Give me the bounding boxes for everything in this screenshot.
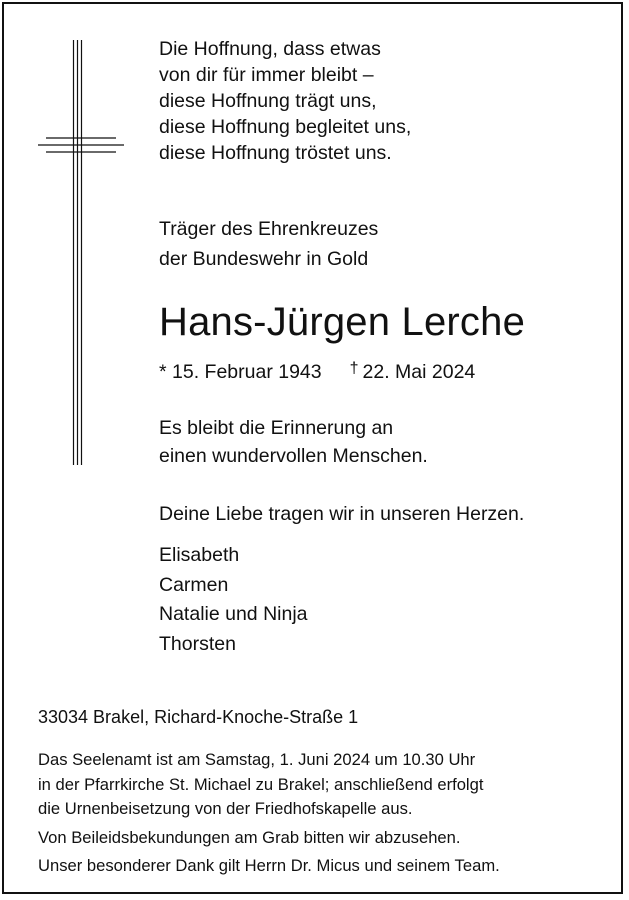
service-line: die Urnenbeisetzung von der Friedhofskapelle aus. (38, 799, 413, 818)
family-member: Thorsten (159, 632, 236, 655)
family-list (159, 541, 308, 659)
thanks-note: Unser besonderer Dank gilt Herrn Dr. Micus und seinem Team. (38, 856, 500, 875)
condolences-note: Von Beileidsbekundungen am Grab bitten wir abzusehen. (38, 827, 461, 847)
death-date: 22. Mai 2024 (362, 361, 476, 383)
verse-line: von dir für immer bleibt – (159, 64, 374, 86)
verse-line: diese Hoffnung trägt uns, (159, 90, 377, 112)
verse-line: Die Hoffnung, dass etwas (159, 38, 381, 60)
memory-line: Es bleibt die Erinnerung an (159, 417, 394, 439)
family-member: Elisabeth (159, 544, 240, 566)
honor-text (159, 214, 378, 274)
birth-date: * 15. Februar 1943 (159, 361, 322, 383)
honor-line: der Bundeswehr in Gold (159, 248, 369, 270)
memory-line: einen wundervollen Menschen. (159, 445, 428, 467)
cross-icon (38, 40, 128, 465)
verse (159, 36, 411, 166)
deceased-name: Hans-Jürgen Lerche (159, 300, 526, 344)
memory-text (159, 414, 428, 470)
service-notes (38, 748, 500, 879)
honor-line: Träger des Ehrenkreuzes (159, 218, 379, 240)
dagger-icon: † (349, 360, 359, 377)
love-line: Deine Liebe tragen wir in unseren Herzen. (159, 503, 525, 525)
verse-line: diese Hoffnung tröstet uns. (159, 142, 392, 164)
service-line: Das Seelenamt ist am Samstag, 1. Juni 2024 um 10.30 Uhr (38, 750, 476, 769)
life-dates (159, 358, 475, 388)
address: 33034 Brakel, Richard-Knoche-Straße 1 (38, 707, 359, 727)
service-line: in der Pfarrkirche St. Michael zu Brakel; anschließend erfolgt (38, 774, 484, 794)
family-member: Natalie und Ninja (159, 603, 308, 625)
family-member: Carmen (159, 573, 229, 596)
verse-line: diese Hoffnung begleitet uns, (159, 116, 412, 138)
